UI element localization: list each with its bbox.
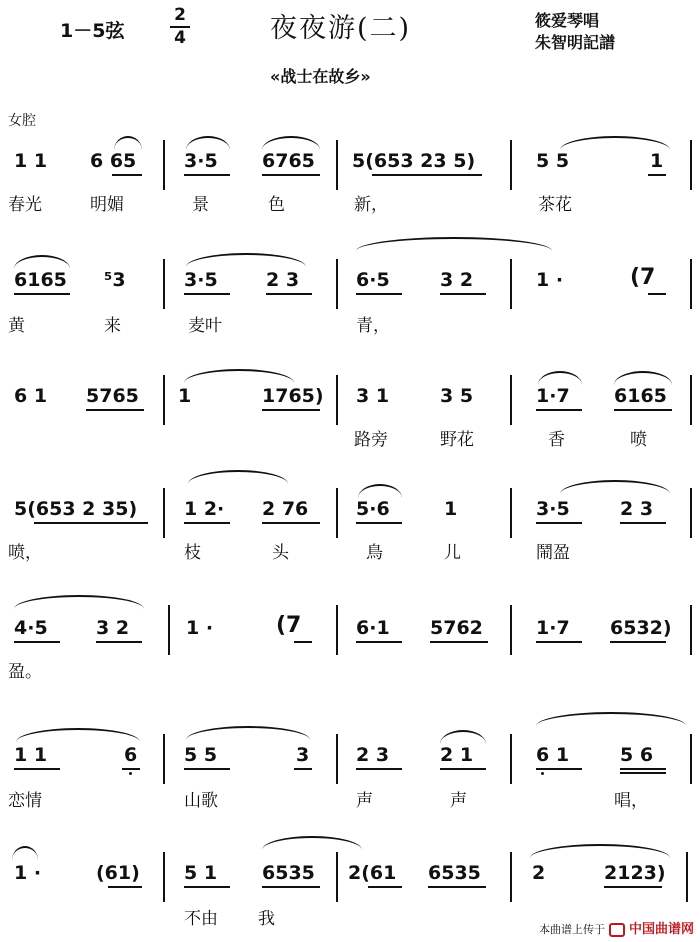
note-group: 3 1 (356, 385, 390, 407)
note-group: 2123) (604, 862, 666, 884)
lyric: 恋情 (8, 791, 42, 811)
note-group: 5765 (86, 385, 139, 407)
time-signature (170, 6, 190, 48)
subtitle: «战士在故乡» (270, 67, 371, 86)
note-group: 1 1 (14, 150, 48, 172)
lyric: 青， (356, 316, 390, 336)
note-group: 2 3 (356, 744, 390, 766)
note-group: 2 (532, 862, 546, 884)
note-group: 6535 (262, 862, 315, 884)
note-group: 6 1 (536, 744, 570, 766)
note-group: 3·5 (184, 269, 218, 291)
footer-watermark (539, 918, 694, 937)
note-group: 5(653 2 35) (14, 498, 138, 520)
lyric: 声 (450, 791, 467, 811)
lyric: 不由 (184, 909, 218, 929)
lyric: 唱， (614, 791, 648, 811)
note-group: 6165 (614, 385, 667, 407)
lyric: 喷， (8, 543, 42, 563)
lyric: 明媚 (90, 195, 124, 215)
lyric: 枝 (184, 543, 201, 563)
note-group: (7 (276, 613, 302, 638)
note-group: ⁵3 (104, 269, 126, 291)
note-group: 2 3 (620, 498, 654, 520)
note-group: 2(61 (348, 862, 397, 884)
lyric: 路旁 (354, 430, 388, 450)
site-name: 中国曲谱网 (628, 922, 694, 937)
lyric: 鬧盈 (536, 543, 570, 563)
note-group: 1765) (262, 385, 324, 407)
note-group: 6765 (262, 150, 315, 172)
note-group: 6165 (14, 269, 67, 291)
footer-text: 本曲谱上传于 (538, 923, 605, 936)
site-logo-icon (609, 923, 625, 937)
note-group: 1·7 (536, 617, 570, 639)
lyric: 景 (192, 195, 209, 215)
note-group: 1 · (536, 269, 564, 291)
note-group: 3 2 (440, 269, 474, 291)
lyric: 我 (258, 909, 275, 929)
lyric: 儿 (444, 543, 461, 563)
note-group: 3 2 (96, 617, 130, 639)
note-group: 4·5 (14, 617, 48, 639)
note-group: 3 (296, 744, 310, 766)
lyric: 黄 (8, 316, 25, 336)
lyric: 鳥 (366, 543, 383, 563)
note-group: 1 · (186, 617, 214, 639)
note-group: 5·6 (356, 498, 390, 520)
lyric: 茶花 (538, 195, 572, 215)
note-group: 6·1 (356, 617, 390, 639)
note-group: 1 · (14, 862, 42, 884)
lyric: 野花 (440, 430, 474, 450)
lyric: 麦叶 (188, 316, 222, 336)
note-group: 1 2· (184, 498, 225, 520)
note-group: 6532) (610, 617, 672, 639)
lyric: 春光 (8, 195, 42, 215)
note-group: 6 1 (14, 385, 48, 407)
note-group: 1 (178, 385, 192, 407)
note-group: 3·5 (184, 150, 218, 172)
note-group: 1 (444, 498, 458, 520)
note-group: 5(653 23 5) (352, 150, 476, 172)
meter-bottom: 4 (174, 28, 186, 48)
note-group: 1 (650, 150, 664, 172)
note-group: 2 76 (262, 498, 309, 520)
lyric: 头 (272, 543, 289, 563)
note-group: (61) (96, 862, 140, 884)
note-group: 6 (124, 744, 138, 766)
voice-label: 女腔 (8, 113, 36, 129)
lyric: 色 (268, 195, 285, 215)
lyric: 新， (354, 195, 388, 215)
note-group: 5 5 (184, 744, 218, 766)
note-group: 5 6 (620, 744, 654, 766)
lyric: 香 (548, 430, 565, 450)
song-title: 夜夜游(二) (270, 13, 412, 44)
lyric: 盈。 (8, 662, 42, 682)
note-group: 5 1 (184, 862, 218, 884)
note-group: 5762 (430, 617, 483, 639)
note-group: 6 65 (90, 150, 137, 172)
note-group: (7 (630, 265, 656, 290)
note-group: 2 3 (266, 269, 300, 291)
lyric: 喷 (630, 430, 647, 450)
singer-credit: 筱爱琴唱 (535, 11, 600, 30)
note-group: 1·7 (536, 385, 570, 407)
key-signature: 1－5弦 (60, 20, 125, 42)
note-group: 6·5 (356, 269, 390, 291)
note-group: 3 5 (440, 385, 474, 407)
lyric: 来 (104, 316, 121, 336)
note-group: 1 1 (14, 744, 48, 766)
note-group: 6535 (428, 862, 481, 884)
lyric: 山歌 (184, 791, 218, 811)
notator-credit: 朱智明記譜 (535, 33, 616, 52)
note-group: 2 1 (440, 744, 474, 766)
note-group: 5 5 (536, 150, 570, 172)
meter-top: 2 (174, 5, 186, 25)
lyric: 声 (356, 791, 373, 811)
note-group: 3·5 (536, 498, 570, 520)
